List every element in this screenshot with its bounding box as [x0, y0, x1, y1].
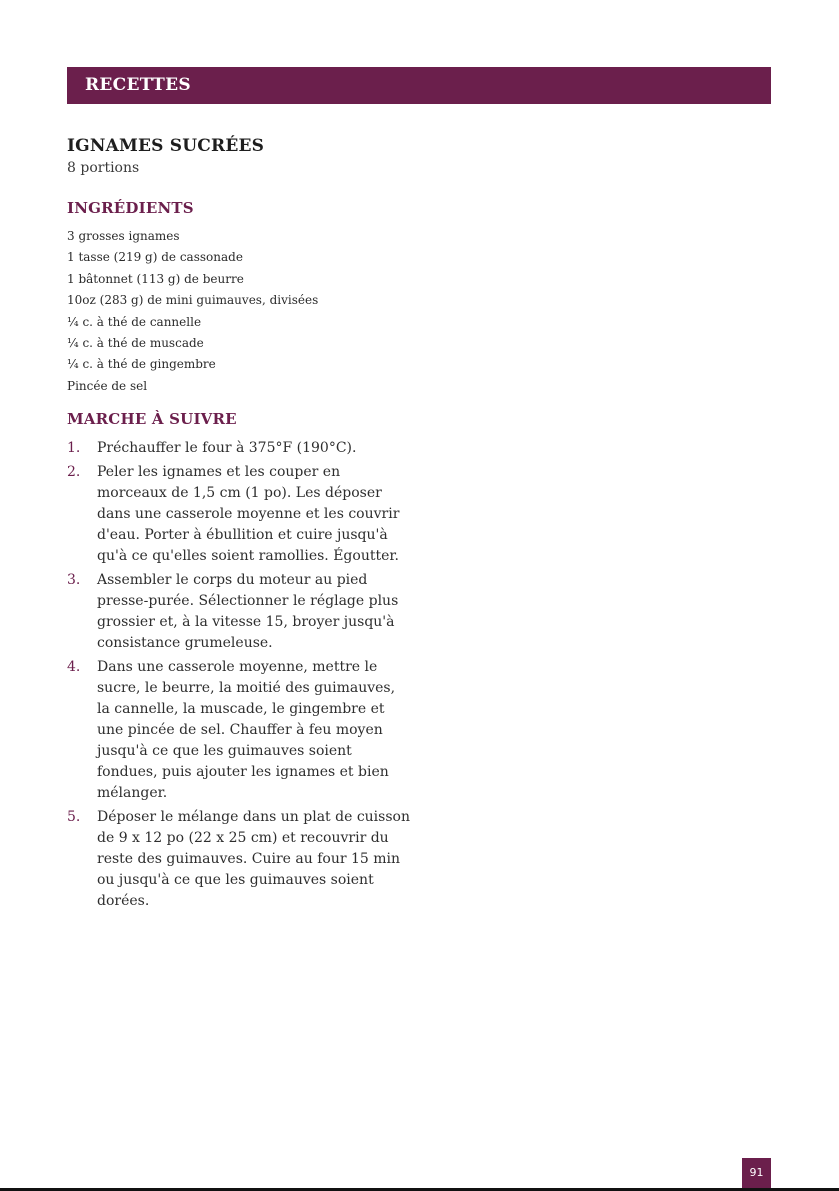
step-number: 4.	[67, 659, 81, 675]
step-text: Peler les ignames et les couper en morceaux de 1,5 cm (1 po). Les déposer dans une casserole moyenne et les couvrir d'eau. Porter à ébullition et cuire jusqu'à qu'à ce qu'elles soient ramollies. Égoutter.	[97, 464, 400, 564]
step-number: 3.	[67, 572, 81, 588]
step-item	[67, 657, 412, 804]
ingredients-list	[67, 226, 318, 397]
ingredient-item: 10oz (283 g) de mini guimauves, divisées	[67, 293, 319, 308]
ingredient-item: ¼ c. à thé de cannelle	[67, 314, 202, 329]
step-number: 2.	[67, 464, 81, 480]
ingredient-item: 1 bâtonnet (113 g) de beurre	[67, 271, 244, 286]
steps-heading: MARCHE À SUIVRE	[67, 410, 237, 428]
recipe-portions: 8 portions	[67, 160, 140, 176]
ingredient-item: ¼ c. à thé de gingembre	[67, 357, 216, 372]
step-item	[67, 462, 412, 567]
step-number: 5.	[67, 809, 81, 825]
section-header-band	[67, 67, 771, 104]
ingredient-item: 1 tasse (219 g) de cassonade	[67, 250, 243, 265]
ingredients-heading: INGRÉDIENTS	[67, 199, 194, 217]
page-number: 91	[749, 1166, 764, 1179]
step-text: Déposer le mélange dans un plat de cuisson de 9 x 12 po (22 x 25 cm) et recouvrir du reste des guimauves. Cuire au four 15 min ou jusqu'à ce que les guimauves soient dorées.	[97, 809, 410, 909]
page-number-box	[742, 1158, 771, 1188]
section-title: RECETTES	[85, 75, 191, 95]
ingredient-item: ¼ c. à thé de muscade	[67, 335, 204, 350]
step-item	[67, 570, 412, 654]
steps-list	[67, 438, 412, 915]
step-number: 1.	[67, 440, 81, 456]
ingredient-item: Pincée de sel	[67, 378, 148, 393]
step-text: Assembler le corps du moteur au pied presse-purée. Sélectionner le réglage plus grossier et, à la vitesse 15, broyer jusqu'à consistance grumeleuse.	[97, 572, 399, 651]
step-item	[67, 807, 412, 912]
recipe-title: IGNAMES SUCRÉES	[67, 136, 265, 156]
step-text: Préchauffer le four à 375°F (190°C).	[97, 440, 357, 456]
step-item	[67, 438, 412, 459]
ingredient-item: 3 grosses ignames	[67, 229, 180, 243]
step-text: Dans une casserole moyenne, mettre le sucre, le beurre, la moitié des guimauves, la cannelle, la muscade, le gingembre et une pincée de sel. Chauffer à feu moyen jusqu'à ce que les guimauves soient fondues, puis ajouter les ignames et bien mélanger.	[97, 659, 396, 801]
